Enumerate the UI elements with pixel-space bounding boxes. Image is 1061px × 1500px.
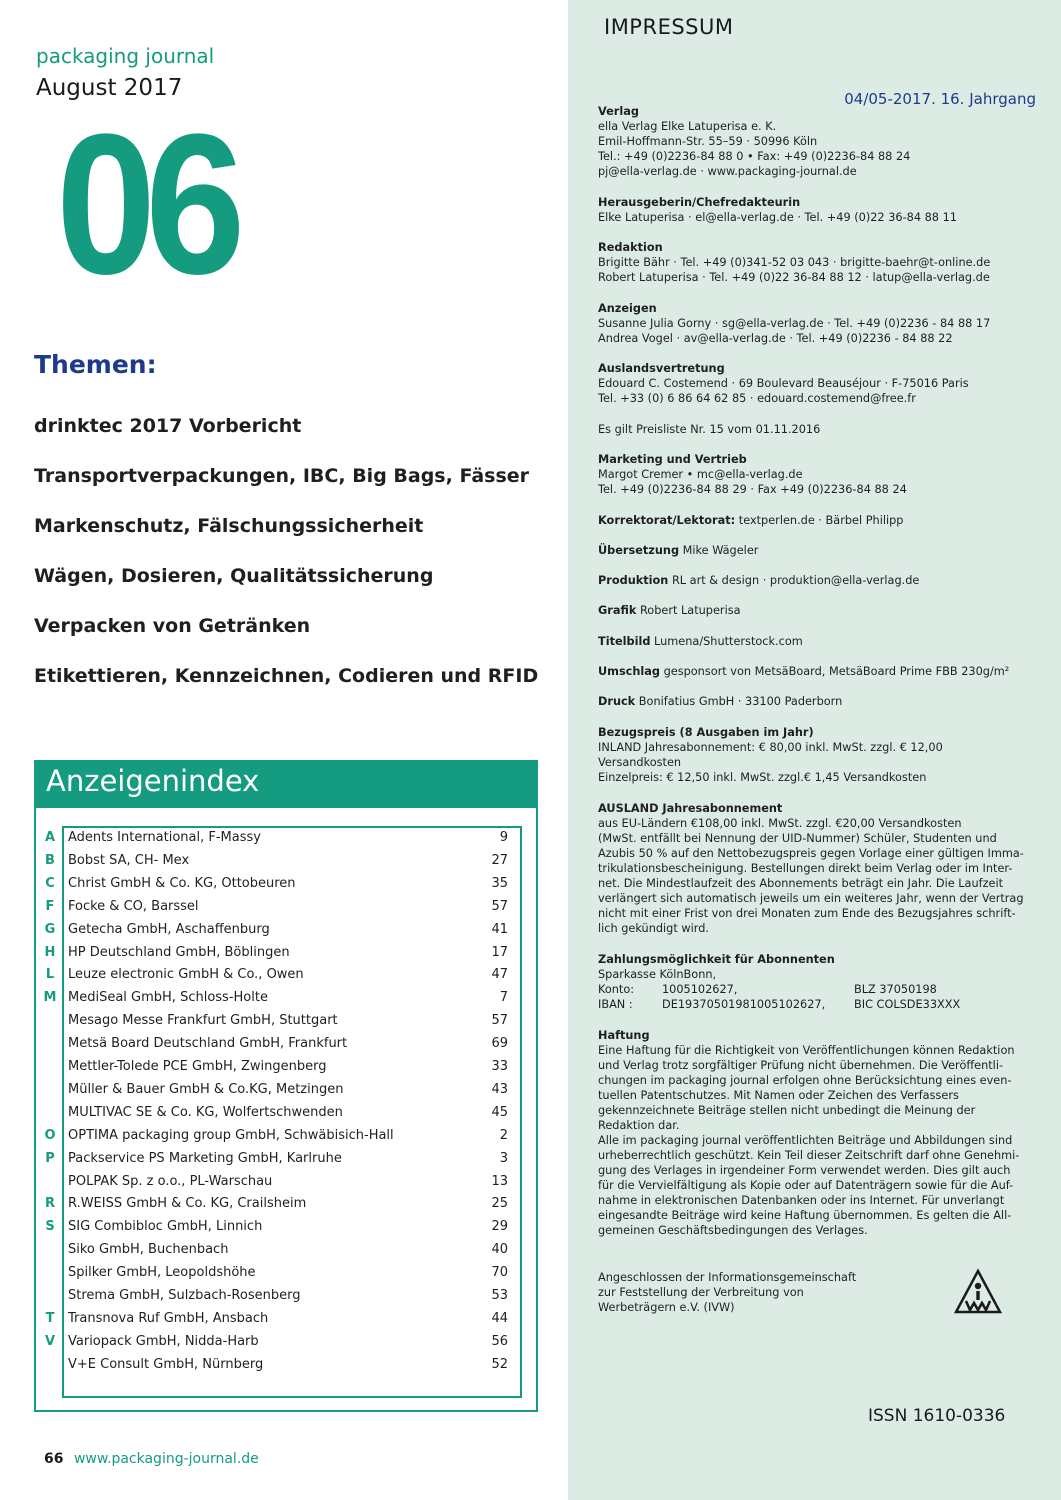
- index-page: 57: [491, 898, 508, 914]
- index-company: Siko GmbH, Buchenbach: [68, 1242, 229, 1258]
- marketing-block: [598, 452, 1038, 497]
- redaktion-label: Redaktion: [598, 241, 663, 254]
- ausland-abo-label: AUSLAND Jahresabonnement: [598, 802, 783, 815]
- ausland-abo-line: verlängert sich automatisch jeweils um ein weiteres Jahr, wenn der Vertrag: [598, 892, 1024, 905]
- index-letter: T: [45, 1310, 55, 1326]
- index-row: [45, 967, 520, 989]
- index-company: Bobst SA, CH- Mex: [68, 852, 190, 868]
- druck-label: Druck: [598, 695, 636, 708]
- haftung-line: tuellen Patentschutzes. Mit Namen oder Zeichen des Verfassers: [598, 1089, 959, 1102]
- konto-value: 1005102627,: [662, 983, 738, 996]
- index-letter: V: [44, 1333, 56, 1349]
- page-number: 66: [44, 1451, 64, 1467]
- index-page: 52: [491, 1356, 508, 1372]
- bezugspreis-label: Bezugspreis (8 Ausgaben im Jahr): [598, 726, 814, 739]
- anzeigen-line: Susanne Julia Gorny · sg@ella-verlag.de · Tel. +49 (0)2236 - 84 88 17: [598, 317, 991, 330]
- index-page: 43: [491, 1081, 508, 1097]
- topic-item: Markenschutz, Fälschungssicherheit: [34, 515, 424, 537]
- topic-item: drinktec 2017 Vorbericht: [34, 415, 302, 437]
- titelbild-value: Lumena/Shutterstock.com: [654, 635, 803, 648]
- haftung-block: [598, 1028, 1038, 1238]
- index-page: 69: [491, 1036, 508, 1052]
- iban-label: IBAN :: [598, 998, 633, 1011]
- bic-value: BIC COLSDE33XXX: [854, 998, 961, 1011]
- redaktion-block: [598, 240, 1038, 285]
- ivw-line: zur Feststellung der Verbreitung von: [598, 1286, 804, 1299]
- issue-month: August 2017: [36, 75, 183, 101]
- index-company: Focke & CO, Barssel: [68, 898, 199, 914]
- preisliste: Es gilt Preisliste Nr. 15 vom 01.11.2016: [598, 423, 821, 436]
- umschlag-label: Umschlag: [598, 665, 660, 678]
- haftung-line: eingesandte Beiträge wird keine Haftung übernommen. Es gelten die All-: [598, 1209, 1012, 1222]
- iban-row: [598, 997, 1038, 1012]
- ausland-line: Edouard C. Costemend · 69 Boulevard Beauséjour · F-75016 Paris: [598, 377, 969, 390]
- grafik-row: [598, 603, 1038, 618]
- index-company: Spilker GmbH, Leopoldshöhe: [68, 1265, 256, 1281]
- haftung-line: chungen im packaging journal erfolgen ohne Berücksichtung eines even-: [598, 1074, 1012, 1087]
- page-footer: [44, 1451, 259, 1467]
- index-company: Variopack GmbH, Nidda-Harb: [68, 1333, 259, 1349]
- index-row: [45, 852, 520, 875]
- index-page: 29: [491, 1219, 508, 1235]
- marketing-line: Tel. +49 (0)2236-84 88 29 · Fax +49 (0)2236-84 88 24: [598, 483, 907, 496]
- index-page: 7: [499, 990, 508, 1006]
- haftung-label: Haftung: [598, 1029, 650, 1042]
- redaktion-line: Brigitte Bähr · Tel. +49 (0)341-52 03 043 · brigitte-baehr@t-online.de: [598, 256, 991, 269]
- bezugspreis-block: [598, 725, 1038, 785]
- index-company: Strema GmbH, Sulzbach-Rosenberg: [68, 1288, 301, 1303]
- index-company: V+E Consult GmbH, Nürnberg: [68, 1356, 264, 1372]
- ausland-abo-line: nicht mit einer Frist von drei Monaten zum Ende des Bezugsjahres schrift-: [598, 907, 1016, 920]
- index-row: [45, 1219, 520, 1241]
- ausland-abo-line: net. Die Mindestlaufzeit des Abonnements beträgt ein Jahr. Die Laufzeit: [598, 877, 1004, 890]
- journal-name: packaging journal: [36, 44, 215, 68]
- produktion-row: [598, 573, 1038, 588]
- index-letter: G: [44, 921, 56, 937]
- index-row: [44, 830, 520, 852]
- ausland-abo-block: [598, 801, 1038, 936]
- index-row: [44, 1196, 520, 1218]
- index-company: Mesago Messe Frankfurt GmbH, Stuttgart: [68, 1013, 338, 1029]
- index-letter: O: [44, 1127, 56, 1143]
- haftung-line: und Verlag trotz sorgfältiger Prüfung nicht übernehmen. Die Veröffentli-: [598, 1059, 1004, 1072]
- index-letter: L: [45, 967, 55, 983]
- ausland-line: Tel. +33 (0) 6 86 64 62 85 · edouard.costemend@free.fr: [598, 392, 916, 405]
- haftung-line: Alle im packaging journal veröffentlichten Beiträge und Abbildungen sind: [598, 1134, 1013, 1147]
- index-row: [45, 875, 520, 898]
- ausland-abo-line: lich gekündigt wird.: [598, 922, 709, 935]
- index-company: MediSeal GmbH, Schloss-Holte: [68, 990, 268, 1006]
- ausland-label: Auslandsvertretung: [598, 362, 725, 375]
- titelbild-label: Titelbild: [598, 635, 651, 648]
- ausland-abo-line: (MwSt. entfällt bei Nennung der UID-Nummer) Schüler, Studenten und: [598, 832, 997, 845]
- verlag-label: Verlag: [598, 105, 639, 118]
- index-row: [44, 1333, 520, 1356]
- index-letter: R: [44, 1196, 55, 1212]
- index-company: HP Deutschland GmbH, Böblingen: [68, 944, 290, 960]
- konto-label: Konto:: [598, 983, 635, 996]
- index-page: 27: [491, 852, 508, 868]
- index-row: [64, 1036, 520, 1058]
- index-row: [44, 944, 520, 967]
- index-company: Müller & Bauer GmbH & Co.KG, Metzingen: [68, 1081, 344, 1097]
- anzeigen-block: [598, 301, 1038, 346]
- umschlag-row: [598, 664, 1038, 679]
- footer-url[interactable]: www.packaging-journal.de: [73, 1451, 259, 1467]
- index-page: 40: [491, 1242, 508, 1258]
- index-row: [64, 1288, 520, 1310]
- druck-value: Bonifatius GmbH · 33100 Paderborn: [638, 695, 843, 708]
- haftung-line: gemeinen Geschäftsbedingungen des Verlages.: [598, 1224, 868, 1237]
- index-company: Metsä Board Deutschland GmbH, Frankfurt: [68, 1036, 348, 1052]
- produktion-label: Produktion: [598, 574, 669, 587]
- themen-heading: Themen:: [34, 350, 157, 379]
- index-row: [64, 1357, 520, 1379]
- index-letter: P: [45, 1150, 55, 1166]
- uebersetzung-row: [598, 543, 1038, 558]
- ausland-abo-line: aus EU-Ländern €108,00 inkl. MwSt. zzgl. €20,00 Versandkosten: [598, 817, 962, 830]
- haftung-line: nahme in elektronischen Datenbanken oder ins Internet. Für unverlangt: [598, 1194, 1005, 1207]
- index-row: [45, 1310, 520, 1333]
- bezugspreis-line: INLAND Jahresabonnement: € 80,00 inkl. MwSt. zzgl. € 12,00: [598, 741, 943, 754]
- index-page: 17: [491, 944, 508, 960]
- index-company: OPTIMA packaging group GmbH, Schwäbisich-Hall: [68, 1127, 394, 1143]
- index-row: [45, 898, 520, 921]
- index-page: 9: [499, 830, 508, 845]
- anzeigen-line: Andrea Vogel · av@ella-verlag.de · Tel. +49 (0)2236 - 84 88 22: [598, 332, 953, 345]
- haftung-line: gung des Verlages in irgendeiner Form verwendet werden. Dies gilt auch: [598, 1164, 1011, 1177]
- verlag-block: [598, 104, 1038, 179]
- index-company: Adents International, F-Massy: [68, 830, 261, 845]
- index-page: 47: [491, 967, 508, 983]
- index-row: [45, 1150, 520, 1173]
- index-letter: C: [45, 875, 55, 891]
- index-page: 70: [491, 1265, 508, 1281]
- verlag-line: Emil-Hoffmann-Str. 55–59 · 50996 Köln: [598, 135, 818, 148]
- topic-item: Verpacken von Getränken: [34, 615, 311, 637]
- verlag-line: Tel.: +49 (0)2236-84 88 0 • Fax: +49 (0)2236-84 88 24: [598, 150, 911, 163]
- index-row: [64, 1013, 520, 1035]
- index-page: 44: [491, 1310, 508, 1326]
- index-company: Getecha GmbH, Aschaffenburg: [68, 921, 270, 937]
- umschlag-value: gesponsort von MetsäBoard, MetsäBoard Prime FBB 230g/m²: [663, 665, 1010, 678]
- herausgeber-label: Herausgeberin/Chefredakteurin: [598, 196, 801, 209]
- index-letter: S: [45, 1219, 55, 1235]
- index-row: [64, 1059, 520, 1081]
- korrektorat-label: Korrektorat/Lektorat:: [598, 514, 736, 527]
- advertiser-index-header: [36, 762, 536, 808]
- ivw-logo-icon: [954, 1268, 1002, 1316]
- iban-value: DE19370501981005102627,: [662, 998, 826, 1011]
- index-page: 13: [491, 1173, 508, 1189]
- index-company: Leuze electronic GmbH & Co., Owen: [68, 967, 304, 983]
- index-letter: F: [45, 898, 55, 914]
- index-company: Mettler-Tolede PCE GmbH, Zwingenberg: [68, 1059, 327, 1074]
- zahlung-block: [598, 952, 1038, 1012]
- zahlung-label: Zahlungsmöglichkeit für Abonnenten: [598, 953, 835, 966]
- index-row: [64, 1105, 520, 1127]
- index-company: POLPAK Sp. z o.o., PL-Warschau: [68, 1173, 273, 1189]
- index-page: 45: [491, 1104, 508, 1120]
- haftung-line: urheberrechtlich geschützt. Kein Teil dieser Zeitschrift darf ohne Genehmi-: [598, 1149, 1020, 1162]
- bank-name: Sparkasse KölnBonn,: [598, 968, 717, 981]
- impressum-column: [568, 0, 1061, 1500]
- index-letter: A: [44, 830, 56, 845]
- index-letter: B: [45, 852, 55, 868]
- advertiser-index-list: [43, 826, 522, 1398]
- advertiser-index-title: Anzeigenindex: [46, 764, 260, 798]
- index-company: Packservice PS Marketing GmbH, Karlruhe: [68, 1150, 342, 1166]
- index-row: [44, 1127, 520, 1150]
- index-row: [43, 990, 520, 1012]
- topic-item: Transportverpackungen, IBC, Big Bags, Fässer: [34, 465, 530, 487]
- haftung-line: Eine Haftung für die Richtigkeit von Veröffentlichungen können Redaktion: [598, 1044, 1015, 1057]
- index-page: 56: [491, 1333, 508, 1349]
- korrektorat-value: textperlen.de · Bärbel Philipp: [738, 514, 904, 527]
- haftung-line: für die Vervielfältigung als Kopie oder auf Datenträgern sowie für die Auf-: [598, 1179, 1014, 1192]
- ausland-abo-line: trikulationsbescheinigung. Bestellungen direkt beim Verlag oder im Inter-: [598, 862, 1013, 875]
- index-company: Christ GmbH & Co. KG, Ottobeuren: [68, 875, 296, 891]
- issue-volume: 04/05-2017. 16. Jahrgang: [844, 90, 1036, 108]
- uebersetzung-label: Übersetzung: [598, 544, 680, 557]
- index-row: [64, 1082, 520, 1104]
- index-page: 41: [491, 921, 508, 937]
- haftung-line: Redaktion dar.: [598, 1119, 680, 1132]
- index-company: Transnova Ruf GmbH, Ansbach: [68, 1310, 269, 1326]
- anzeigen-label: Anzeigen: [598, 302, 657, 315]
- herausgeber-block: [598, 195, 1038, 225]
- index-page: 53: [491, 1288, 508, 1303]
- index-page: 35: [491, 875, 508, 891]
- index-page: 3: [499, 1150, 508, 1166]
- index-company: MULTIVAC SE & Co. KG, Wolfertschwenden: [68, 1104, 343, 1120]
- blz-value: BLZ 37050198: [854, 983, 937, 996]
- topic-item: Etikettieren, Kennzeichnen, Codieren und RFID: [34, 665, 539, 687]
- index-page: 2: [499, 1127, 508, 1143]
- marketing-label: Marketing und Vertrieb: [598, 453, 747, 466]
- advertiser-index: [34, 760, 538, 1412]
- index-company: SIG Combibloc GmbH, Linnich: [68, 1219, 263, 1235]
- index-row: [44, 921, 520, 944]
- impressum-title: IMPRESSUM: [604, 15, 734, 39]
- index-page: 57: [491, 1013, 508, 1029]
- issue-number: 06: [56, 93, 235, 316]
- marketing-line: Margot Cremer • mc@ella-verlag.de: [598, 468, 803, 481]
- verlag-line: pj@ella-verlag.de · www.packaging-journal.de: [598, 165, 857, 178]
- ausland-block: [598, 361, 1038, 406]
- index-letter: M: [43, 990, 57, 1006]
- ivw-statement: [598, 1270, 856, 1315]
- index-row: [64, 1174, 520, 1196]
- index-letter: H: [44, 944, 56, 960]
- redaktion-line: Robert Latuperisa · Tel. +49 (0)22 36-84 88 12 · latup@ella-verlag.de: [598, 271, 990, 284]
- index-company: R.WEISS GmbH & Co. KG, Crailsheim: [68, 1196, 307, 1212]
- verlag-line: ella Verlag Elke Latuperisa e. K.: [598, 120, 777, 133]
- titelbild-row: [598, 634, 1038, 649]
- issn: ISSN 1610-0336: [868, 1406, 1006, 1426]
- korrektorat-row: [598, 513, 1038, 528]
- index-page: 25: [491, 1196, 508, 1212]
- ivw-line: Werbeträgern e.V. (IVW): [598, 1301, 735, 1314]
- index-row: [64, 1242, 520, 1264]
- ausland-abo-line: Azubis 50 % auf den Nettobezugspreis gegen Vorlage einer gültigen Imma-: [598, 847, 1024, 860]
- haftung-line: gekennzeichnete Beiträge stellen nicht unbedingt die Meinung der: [598, 1104, 976, 1117]
- uebersetzung-value: Mike Wägeler: [682, 544, 759, 557]
- index-row: [64, 1265, 520, 1287]
- topic-item: Wägen, Dosieren, Qualitätssicherung: [34, 565, 434, 587]
- index-page: 33: [491, 1059, 508, 1074]
- grafik-label: Grafik: [598, 604, 637, 617]
- druck-row: [598, 694, 1038, 709]
- ivw-line: Angeschlossen der Informationsgemeinschaft: [598, 1271, 857, 1284]
- bezugspreis-line: Versandkosten: [598, 756, 682, 769]
- bezugspreis-line: Einzelpreis: € 12,50 inkl. MwSt. zzgl.€ 1,45 Versandkosten: [598, 771, 927, 784]
- konto-row: [598, 982, 1038, 997]
- herausgeber-line: Elke Latuperisa · el@ella-verlag.de · Tel. +49 (0)22 36-84 88 11: [598, 211, 957, 224]
- grafik-value: Robert Latuperisa: [639, 604, 741, 617]
- produktion-value: RL art & design · produktion@ella-verlag.de: [671, 574, 920, 587]
